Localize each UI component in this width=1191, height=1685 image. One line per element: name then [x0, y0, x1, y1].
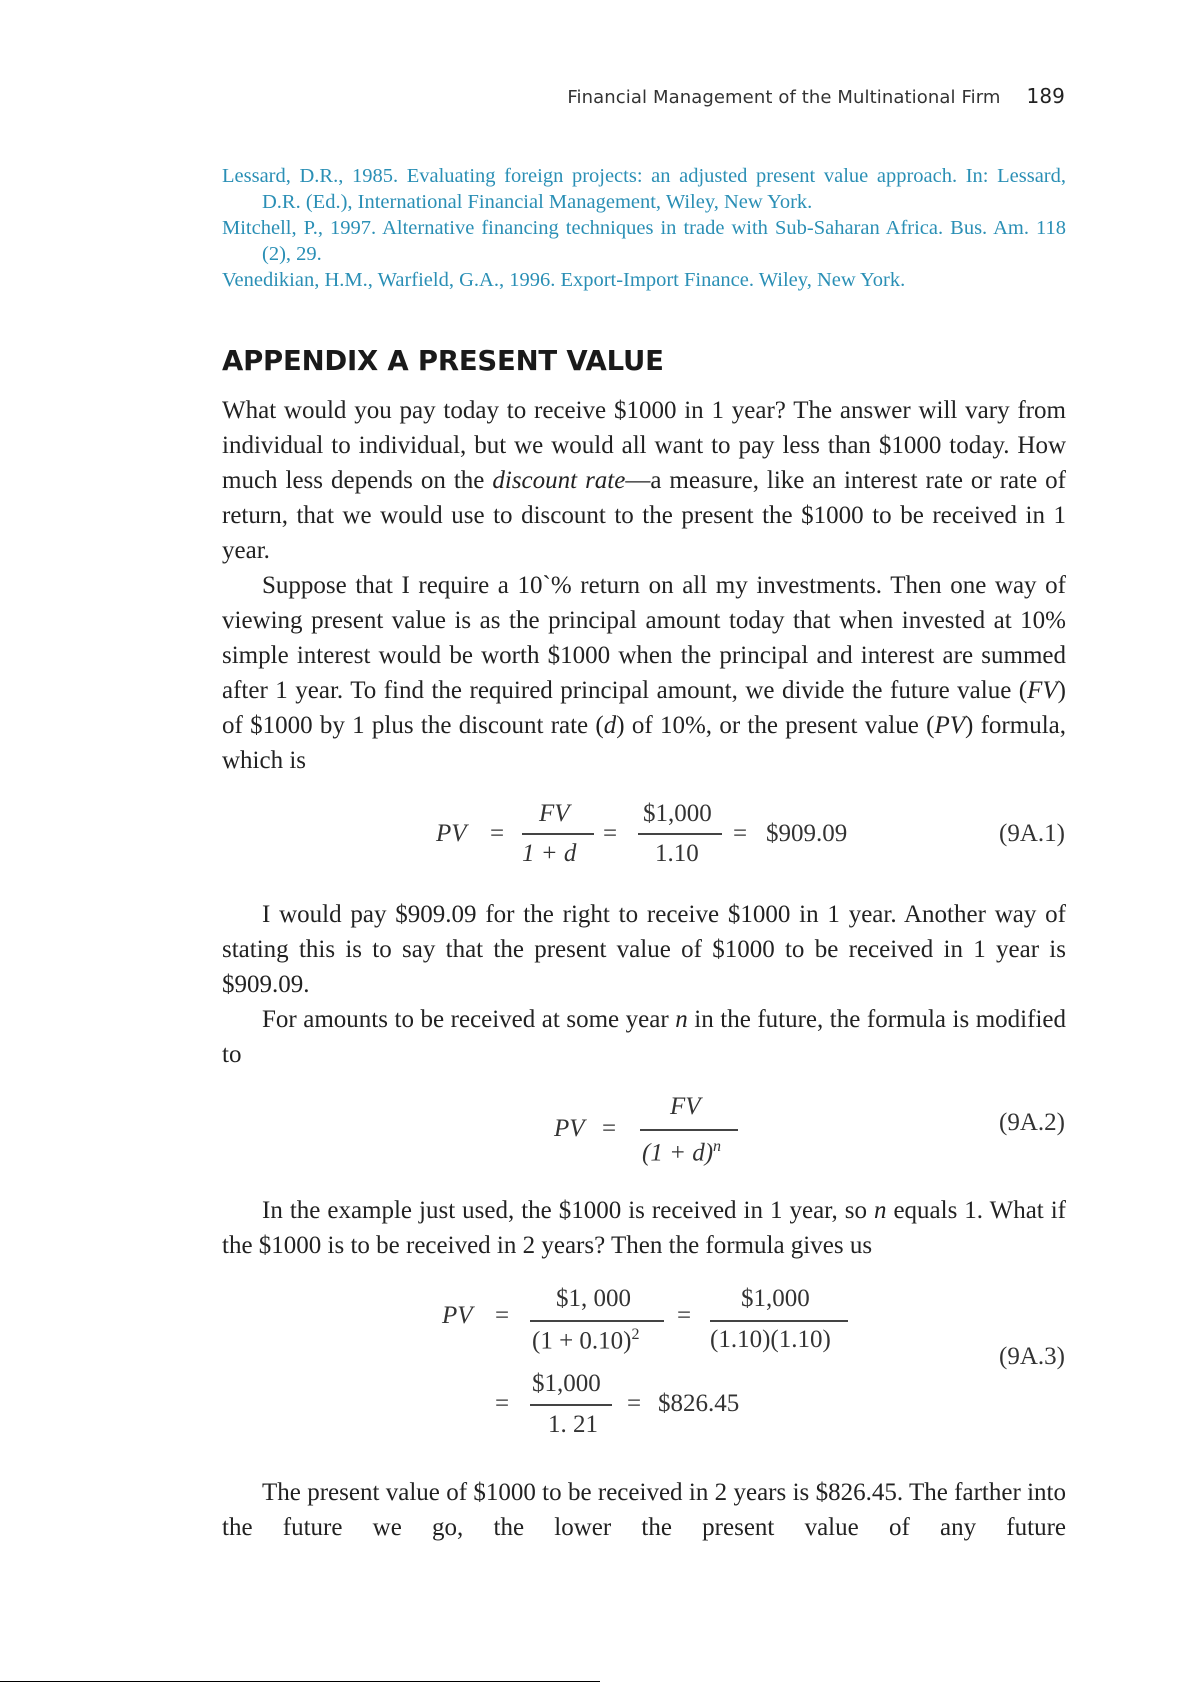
section-heading: APPENDIX A PRESENT VALUE [222, 345, 664, 377]
eq3-numerator-3: $1,000 [532, 1370, 601, 1397]
eq1-lhs: PV [436, 820, 467, 847]
eq2-exponent: n [713, 1138, 722, 1155]
eq3-denominator-2: (1.10)(1.10) [710, 1326, 831, 1353]
para5-n: n [873, 1197, 887, 1224]
para4-text-1: For amounts to be received at some year [262, 1006, 676, 1033]
para2-text-1: Suppose that I require a 10`% return on all my investments. Then one way of viewing present value is as the principal amount today that when invested at 10% simple interest would be worth $1000 when the principal and interest are summed after 1 year. To find the required principal amount, we divide the future value ( [222, 572, 1066, 704]
eq1-denominator-1: 1 + d [522, 840, 577, 867]
para4-text-2: in the future, the formula is modified to [222, 1006, 1066, 1068]
eq3-result: $826.45 [658, 1390, 740, 1417]
paragraph-4 [222, 1002, 1066, 1072]
paragraph-6: The present value of $1000 to be received in 2 years is $826.45. The farther into the future we go, the lower the present value of any future [222, 1479, 1066, 1541]
eq3-equals-1: = [495, 1302, 510, 1329]
eq3-label: (9A.3) [999, 1343, 1065, 1370]
eq2-numerator: FV [670, 1093, 701, 1120]
eq1-equals: = [490, 820, 505, 847]
body-text-block-2 [222, 897, 1066, 1072]
eq3-numerator-2: $1,000 [741, 1285, 810, 1312]
para2-fv: FV [1027, 677, 1058, 704]
eq3-denominator-1 [532, 1326, 640, 1355]
eq1-denominator-2: 1.10 [655, 840, 699, 867]
paragraph-2 [222, 568, 1066, 778]
bottom-rule [0, 1681, 600, 1682]
body-text-block-3 [222, 1193, 1066, 1263]
eq1-result: $909.09 [766, 820, 848, 847]
body-text-block-1 [222, 393, 1066, 778]
eq3-exponent: 2 [631, 1326, 640, 1343]
eq2-denominator-base: (1 + d) [642, 1139, 714, 1167]
para2-pv: PV [934, 712, 965, 739]
eq1-equals-2: = [603, 820, 618, 847]
eq1-numerator-1: FV [539, 800, 570, 827]
eq2-equals: = [602, 1115, 617, 1142]
eq3-numerator-1: $1, 000 [556, 1285, 631, 1312]
para2-text-2: ) of $1000 by 1 plus the discount rate ( [222, 677, 1066, 739]
para2-text-4: ) formula, which is [222, 712, 1066, 774]
page-number: 189 [1026, 84, 1065, 108]
eq1-label: (9A.1) [999, 820, 1065, 847]
eq2-lhs: PV [554, 1115, 585, 1142]
reference-list [222, 163, 1066, 293]
eq3-denominator-3: 1. 21 [548, 1411, 598, 1438]
para5-text-2: equals 1. What if the $1000 is to be received in 2 years? Then the formula gives us [222, 1197, 1066, 1259]
reference-item: Venedikian, H.M., Warfield, G.A., 1996. Export-Import Finance. Wiley, New York. [222, 269, 906, 291]
eq3-fraction-bar-1 [530, 1320, 664, 1322]
paragraph-5 [222, 1193, 1066, 1263]
paragraph-3: I would pay $909.09 for the right to receive $1000 in 1 year. Another way of stating this is to say that the present value of $1000 to be received in 1 year is $909.09. [222, 901, 1066, 998]
para2-text-3: ) of 10%, or the present value ( [616, 712, 935, 739]
para5-text-1: In the example just used, the $1000 is received in 1 year, so [262, 1197, 874, 1224]
eq3-fraction-bar-3 [530, 1404, 612, 1406]
body-text-block-4 [222, 1475, 1066, 1545]
paragraph-1 [222, 393, 1066, 568]
eq3-denominator-1-base: (1 + 0.10) [532, 1327, 632, 1355]
reference-item: Lessard, D.R., 1985. Evaluating foreign projects: an adjusted present value approach. In: Lessard, D.R. (Ed.), International Financial Management, Wiley, New York. [222, 165, 1066, 213]
para1-text-a: What would you pay today to receive $1000 in 1 year? The answer will vary from individual to individual, but we would all want to pay less than $1000 today. How much less depends on the [222, 397, 1066, 494]
reference-item: Mitchell, P., 1997. Alternative financing techniques in trade with Sub-Saharan Africa. Bus. Am. 118 (2), 29. [222, 217, 1066, 265]
para1-text-b: —a measure, like an interest rate or rate of return, that we would use to discount to the present the $1000 to be received in 1 year. [222, 467, 1066, 564]
eq3-equals-2: = [677, 1302, 692, 1329]
eq3-lhs: PV [442, 1302, 473, 1329]
running-title: Financial Management of the Multinational Firm [567, 87, 1001, 108]
eq1-fraction-bar-2 [638, 833, 722, 835]
eq1-equals-3: = [733, 820, 748, 847]
eq2-fraction-bar [640, 1129, 738, 1131]
para2-d: d [603, 712, 617, 739]
eq3-fraction-bar-2 [710, 1320, 848, 1322]
eq1-fraction-bar-1 [522, 833, 594, 835]
running-header [567, 84, 1065, 108]
para4-n: n [675, 1006, 688, 1033]
eq1-numerator-2: $1,000 [643, 800, 712, 827]
eq3-equals-3: = [495, 1390, 510, 1417]
eq3-equals-4: = [627, 1390, 642, 1417]
eq2-denominator [642, 1138, 721, 1167]
eq2-label: (9A.2) [999, 1109, 1065, 1136]
para1-term: discount rate [492, 467, 626, 494]
